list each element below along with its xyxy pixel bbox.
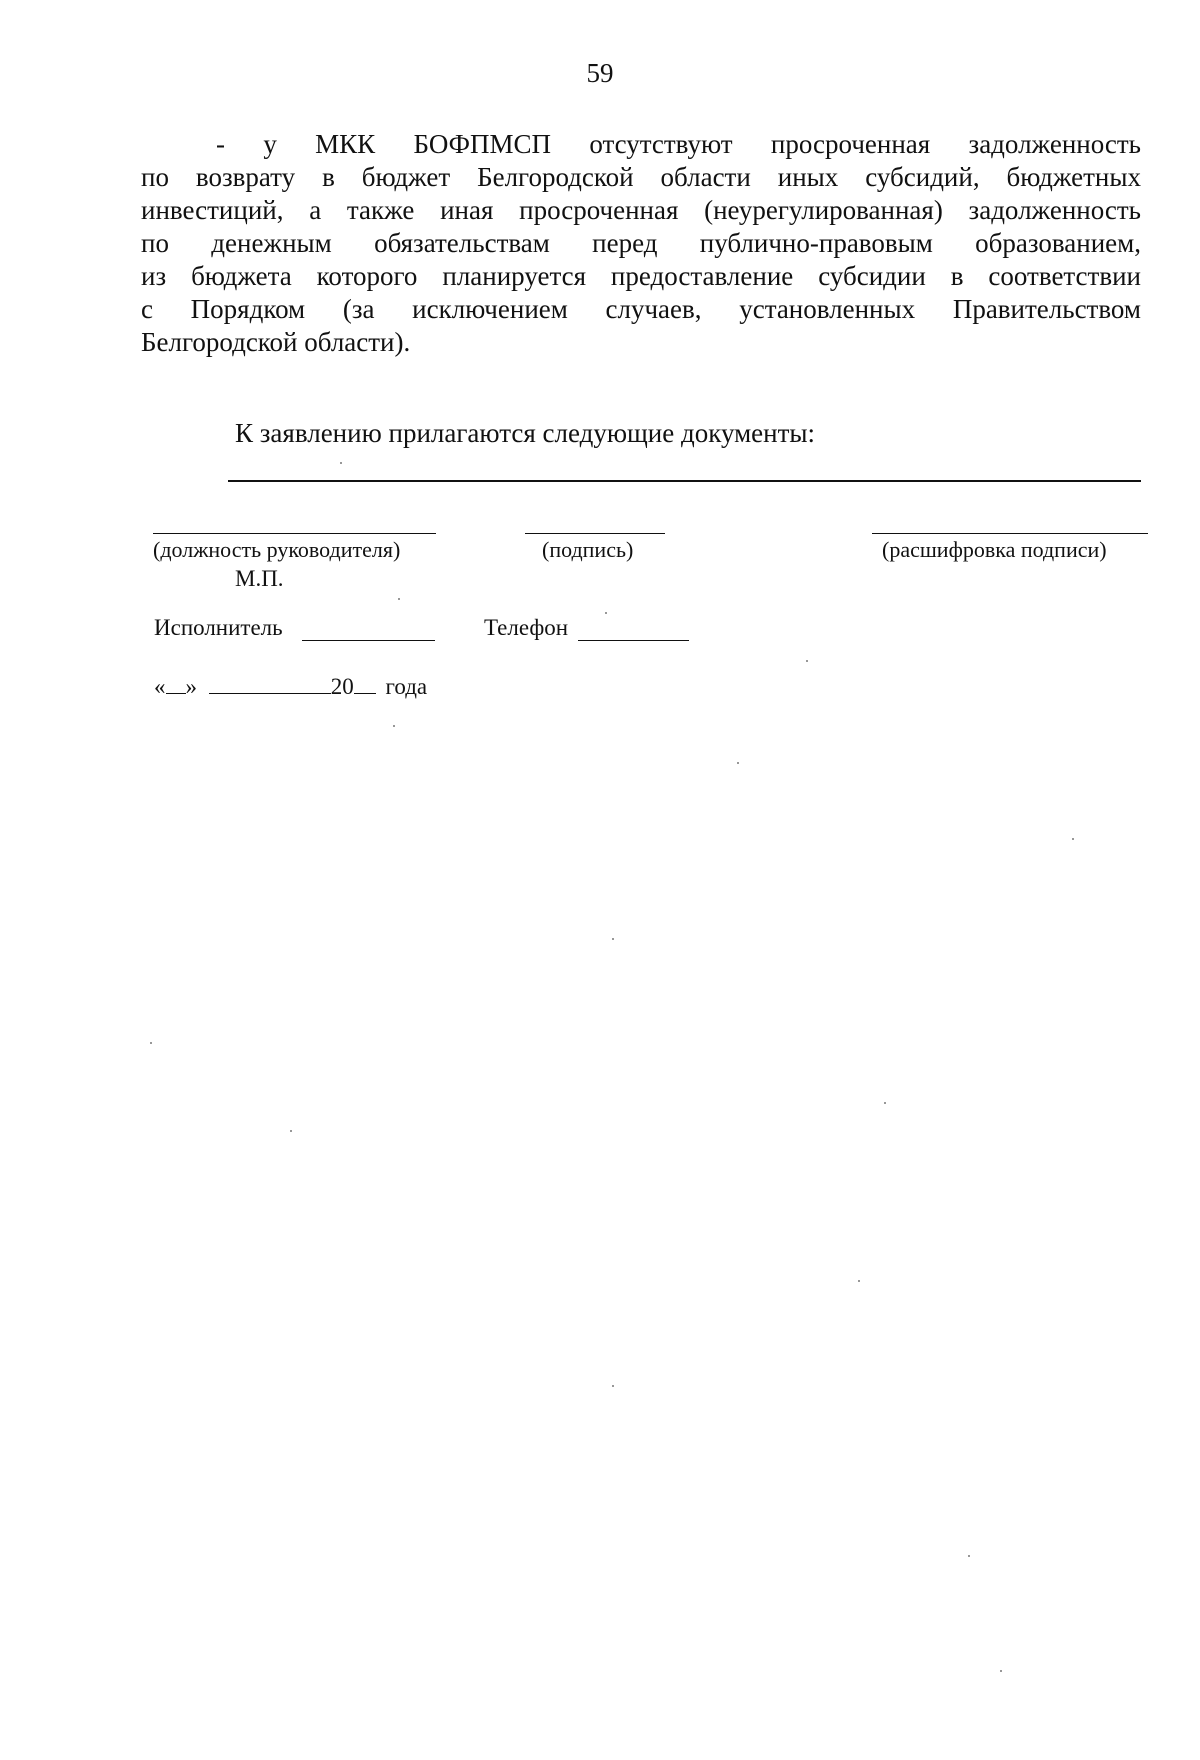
scan-speck [398, 598, 400, 600]
executor-label: Исполнитель [154, 615, 283, 640]
phone-label: Телефон [484, 615, 569, 640]
scan-speck [612, 1385, 614, 1387]
scan-speck [290, 1130, 292, 1132]
body-paragraph [141, 128, 1141, 359]
signature-line [525, 533, 665, 534]
year-blank [354, 675, 376, 694]
scan-speck [884, 1102, 886, 1104]
attachments-heading: К заявлению прилагаются следующие документы: [235, 418, 816, 448]
scan-speck [737, 762, 739, 764]
page-number: 59 [586, 58, 614, 88]
position-signature-line [153, 533, 436, 534]
date-close-quote: » [185, 674, 197, 699]
scan-speck [605, 612, 607, 614]
scan-speck [1072, 838, 1074, 840]
position-caption: (должность руководителя) [153, 537, 401, 562]
decoding-caption: (расшифровка подписи) [882, 537, 1107, 562]
stamp-label: М.П. [235, 566, 284, 591]
year-suffix: года [385, 674, 428, 699]
scan-speck [806, 660, 808, 662]
paragraph-line: Белгородской области). [141, 327, 411, 357]
paragraph-line: с Порядком (за исключением случаев, установленных Правительством [141, 294, 1141, 324]
paragraph-line: по возврату в бюджет Белгородской области иных субсидий, бюджетных [141, 162, 1141, 192]
paragraph-line: инвестиций, а также иная просроченная (неурегулированная) задолженность [141, 195, 1141, 225]
date-row [154, 674, 427, 700]
scan-speck [968, 1555, 970, 1557]
scan-speck [1000, 1670, 1002, 1672]
day-blank [166, 675, 186, 694]
phone-blank [578, 640, 689, 641]
paragraph-line: из бюджета которого планируется предоставление субсидии в соответствии [141, 261, 1141, 291]
year-prefix: 20 [330, 674, 354, 699]
paragraph-line: - у МКК БОФПМСП отсутствуют просроченная задолженность [216, 129, 1141, 159]
scan-speck [150, 1042, 152, 1044]
month-blank [209, 675, 331, 694]
date-open-quote: « [154, 674, 166, 699]
executor-blank [302, 640, 435, 641]
scan-speck [858, 1280, 860, 1282]
scan-speck [340, 462, 342, 464]
decoding-signature-line [872, 533, 1148, 534]
attachments-blank-line [228, 480, 1141, 482]
paragraph-line: по денежным обязательствам перед публично-правовым образованием, [141, 228, 1141, 258]
scan-speck [393, 725, 395, 727]
scan-speck [612, 938, 614, 940]
signature-caption: (подпись) [542, 537, 634, 562]
